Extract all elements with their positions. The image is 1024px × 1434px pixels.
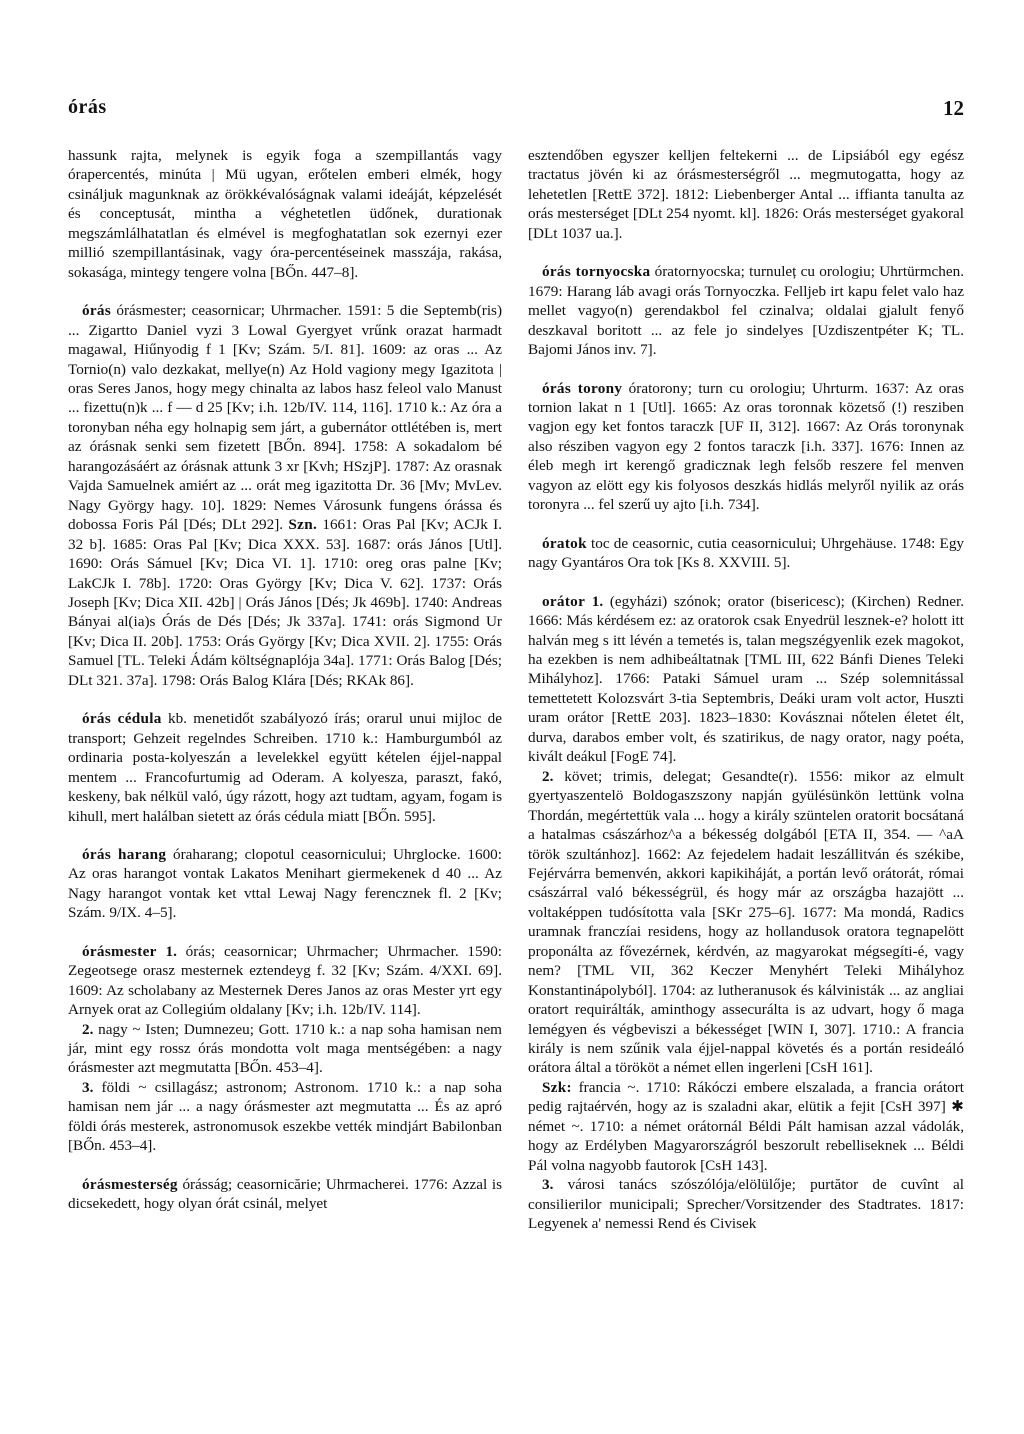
- entry-paragraph: [528, 592, 964, 767]
- entry-continuation: [528, 146, 964, 243]
- sense-number: 1.: [165, 942, 177, 960]
- entry-text: óraharang; clopotul ceasornicului; Uhrglocke. 1600: Az oras harangot vontak Lakatos Menihart giermekenek d 40 ... Az Nagy harangot vontak ket vttal Lewaj Nagy ferencznek fl. 2 [Kv; Szám. 9/IX. 4–5].: [68, 845, 502, 922]
- entry-paragraph: [528, 379, 964, 515]
- entry-oratok: [528, 534, 964, 573]
- sense-number: 3.: [542, 1176, 554, 1194]
- sense-number: 3.: [82, 1078, 94, 1096]
- sense-number: 1.: [591, 592, 604, 610]
- entry-orasmesterseg: [68, 1175, 502, 1214]
- entry-text: toc de ceasornic, cutia ceasornicului; Uhrgehäuse. 1748: Egy nagy Gyantáros Ora tok [Ks 8. XXVIII. 5].: [528, 534, 965, 572]
- left-column: [68, 146, 502, 1214]
- entry-text: óratorony; turn cu orologiu; Uhrturm. 1637: Az oras tornion lakat n 1 [Utl]. 1665: Az oras toronnak közetső (!) resziben vagjon egy ket fontos taraczk [UF II, 312]. 1667: Az Orás toronynak also résziben vagyon egy 2 fontos taraczk [i.h. 337]. 1676: Innen az éleb megh irt kerengő gradicznak legh felsőb reszere fel menven vagyon az elött egy kis folyosos deszkás hidlás melyről nyilik az orás toronyra ... fel szerű uy ajto [i.h. 734].: [528, 379, 964, 514]
- entry-text: hassunk rajta, melynek is egyik foga a szempillantás vagy órapercentés, minúta | Mü ugyan, erőtelen emberi elmék, hogy csináljuk magunknak az örökkévalóságnak valami ideáját, képzelését és conceptusát, mintha a véghetetlen üdőnek, durationak megszámlálhatatlan és elmével is megfoghatatlan sok ezernyi ezer millió szempillantásinak, vagy óra-percentéseinek masszája, rakása, sokasága, mintegy tengere volna [BŐn. 447–8].: [68, 147, 502, 281]
- sense-paragraph: [528, 1175, 964, 1233]
- entry-text: órás; ceasornicar; Uhrmacher; Uhrmacher. 1590: Zegeotsege orasz mesternek eztendeyg f. 32 [Kv; Szám. 4/XXI. 69]. 1609: Az scholabany az Mesternek Deres Janos az oras Mester yrt egy Arnyek orat az Collegiúm oldalany [Kv; i.h. 12b/IV. 114].: [68, 942, 503, 1019]
- entry-paragraph: [528, 262, 964, 359]
- headword: órás harang: [82, 845, 167, 863]
- entry-oras-torony: [528, 379, 964, 515]
- sense-text: nagy ~ Isten; Dumnezeu; Gott. 1710 k.: a nap soha hamisan nem jár, mint egy rossz órás mondotta volt maga mentségében: a nagy órásmester azt megmutatta [BŐn. 453–4].: [68, 1020, 503, 1077]
- sense-text: követ; trimis, delegat; Gesandte(r). 1556: mikor az elmult gyertyaszentelö Boldogaszszony napján gyülésünkön lettünk volna Thordán, megértettük vala ... hogy a király szüntelen oratorit bocsátaná a hatalmas császárhoz^a a békesség dolgából [ETA II, 354. — ^aA török szultánhoz]. 1662: Az fejedelem hadait leszállitván és székibe, Fejérvárra bemenvén, akkori kapikiháját, a portán levő orátorát, római császárral való békességrül, és hogy már az országba hazajött ... voltaképpen tudósította vala [SKr 275–6]. 1677: Ma mondá, Radics uramnak franczíai residens, hogy az hollandusok oratora tegnapelött proponálta az fővezérnek, kérdvén, az magyarokat mégsegíti-é, vagy nem? [TML VII, 362 Keczer Menyhért Teleki Mihályhoz Konstantinápolyból]. 1704: az lutheranusok és kálvinisták ... az angliai oratort requirálták, aminthogy assecurálta is az udvart, hogy ő maga lemégyen és végbeviszi a békességet [WIN I, 307]. 1710.: A francia király is nem szűnik vala éjjel-nappal követés és a portán resideáló orátora által a törököt a német ellen ingerleni [CsH 161].: [528, 767, 965, 1077]
- entry-text: órásmester; ceasornicar; Uhrmacher. 1591: 5 die Septemb(ris) ... Zigartto Daniel vyzi 3 Lowal Gyergyet vrűnk orazat harmadt magawal, Hiűnyodig f 1 [Kv; Szám. 5/I. 81]. 1609: az oras ... Az Tornio(n) valo dezkakat, mellye(n) Az Hold vagiony megy Igazitota | oras Seres Janos, hogy megy chinalta az labos hasz feleol valo Manust ... fizettu(n)k ... f — d 25 [Kv; i.h. 12b/IV. 114, 116]. 1710 k.: Az óra a toronyban néha egy holnapig sem járt, a gubernátor ottlétében is, mert az órásnak senki sem fizetett [BŐn. 894]. 1758: A sokadalom bé harangozásáért az órásnak attunk 3 xr [Kvh; HSzjP]. 1787: Az orasnak Vajda Samuelnek amiért az ... orát meg igazitotta Dr. 36 [Mv; MvLev. Nagy György hagy. 10]. 1829: Nemes Városunk fungens órássa és dobossa Foris Pál [Dés; DLt 292].: [68, 302, 503, 534]
- right-column: [528, 146, 964, 1234]
- sense-paragraph: [68, 1078, 502, 1156]
- page-number: 12: [943, 96, 964, 120]
- page-header: [68, 96, 964, 128]
- sense-paragraph: [68, 1020, 502, 1078]
- entry-text: óratornyocska; turnuleț cu orologiu; Uhrtürmchen. 1679: Harang láb avagi orás Tornyoczka. Felljeb irt kapu felet valo haz mellet vagyo(n) gerendakbol fel czinalva; oldalai gjalult fenyő deszkaval boritott ... az fele jo sindelyes [Uzdiszentpéter K; TL. Bajomi János inv. 7].: [528, 263, 965, 359]
- entry-paragraph: [528, 534, 964, 573]
- entry-orator: [528, 592, 964, 1234]
- entry-oras: [68, 301, 502, 690]
- entry-paragraph: [68, 709, 502, 826]
- sense-number: 2.: [542, 767, 554, 785]
- sense-text: földi ~ csillagász; astronom; Astronom. 1710 k.: a nap soha hamisan nem jár ... a nagy órásmester azt megmutatta ... És az apró földi órás mesterek, astronomusok eszekbe vették mindjárt Babilonban [BŐn. 453–4].: [68, 1078, 502, 1155]
- entry-text: órásság; ceasornicărie; Uhrmacherei. 1776: Azzal is dicsekedett, hogy olyan órát csinál, melyet: [68, 1175, 502, 1213]
- entry-text: (egyházi) szónok; orator (bisericesc); (Kirchen) Redner. 1666: Más kérdésem ez: az oratorok csak Enyedrül lesznek-e? holott itt halván meg s itt lévén a temetés is, talan megszégyenlik ezek magokot, ha ezekben is nem adhibeáltatnak [TML III, 622 Bánfi Dienes Teleki Mihályhoz]. 1766: Pataki Sámuel uram ... Szép solemnitással temettetett Kolozsvárt 3-tia Septembris, Deáki uram volt actor, Huszti uram orátor [RettE 203]. 1823–1830: Kovásznai nőtelen életet élt, durva, darabos ember volt, és szatirikus, de nagy orator, nagy poéta, kivált deákul [FogE 74].: [528, 592, 965, 766]
- entry-paragraph: [68, 301, 502, 690]
- entry-paragraph: [68, 1175, 502, 1214]
- sense-number: 2.: [82, 1020, 94, 1038]
- entry-oras-harang: [68, 845, 502, 923]
- headword: órás: [82, 302, 112, 320]
- entry-orasmester: [68, 942, 502, 1156]
- headword: óratok: [542, 534, 587, 552]
- entry-oras-tornyocska: [528, 262, 964, 359]
- headword: órásmesterség: [82, 1175, 178, 1193]
- szk-label: Szk:: [542, 1078, 572, 1096]
- headword: órásmester: [82, 942, 157, 960]
- sense-paragraph: [528, 767, 964, 1078]
- headword: órás cédula: [82, 710, 162, 728]
- szn-label: Szn.: [288, 516, 318, 534]
- entry-text: kb. menetidőt szabályozó írás; orarul unui mijloc de transport; Gehzeit regelndes Schreiben. 1710 k.: Hamburgumból az ordinaria posta-kolyeszán a levelekkel együtt kételen éjjel-nappal mentem ... Francofurtumig ad Oderam. A kolyesza, paraszt, fakó, keskeny, bak nélkül való, úgy rázott, hogy azt tudtam, agyam, fogam is kihull, mert halálban sietett az órás cédula miatt [BŐn. 595].: [68, 710, 502, 825]
- szk-text: francia ~. 1710: Rákóczi embere elszalada, a francia orátort pedig rajtaérvén, hogy az is szaladni akar, elütik a fejit [CsH 397] ✱ német ~. 1710: a német orátornál Béldi Pált hamisan azzal vádolák, hogy az Erdélyben Magyarországról beszorult rebelliseknek ... Béldi Pál volna nagyobb fautorok [CsH 143].: [528, 1078, 965, 1174]
- entry-oras-cedula: [68, 709, 502, 826]
- sense-text: városi tanács szószólója/elölülője; purtător de cuvînt al consilierilor municipali; Sprecher/Vorsitzender des Stadtrates. 1817: Legyenek a' nemessi Rend és Civisek: [528, 1176, 964, 1233]
- sense-paragraph: [528, 1078, 964, 1175]
- entry-paragraph: [68, 845, 502, 923]
- entry-paragraph: [68, 942, 502, 1020]
- entry-text: esztendőben egyszer kelljen feltekerni ... de Lipsiából egy egész tractatus jövén ki az órásmesterségről ... megmutogatta, hogy az lehetetlen [RettE 372]. 1812: Liebenberger Antal ... iffianta tanulta az orás mesterséget [DLt 254 nyomt. kl]. 1826: Orás mesterséget gyakoral [DLt 1037 ua.].: [528, 147, 964, 242]
- running-head: órás: [68, 96, 107, 118]
- entry-continuation: [68, 146, 502, 282]
- szn-text: 1661: Oras Pal [Kv; ACJk I. 32 b]. 1685: Oras Pal [Kv; Dica XXX. 53]. 1687: orás János [Utl]. 1690: Orás Sámuel [Kv; Dica VI. 1]. 1710: oreg oras palne [Kv; LakCJk I. 78b]. 1720: Oras György [Kv; Dica V. 62]. 1737: Orás Joseph [Kv; Dica XII. 42b] | Orás János [Dés; Jk 469b]. 1740: Andreas Bányai al(ia)s Órás de Dés [Dés; Jk 337a]. 1741: orás Sigmond Ur [Kv; Dica II. 20b]. 1753: Orás György [Kv; Dica XVII. 2]. 1755: Orás Samuel [TL. Teleki Ádám költségnaplója 34a]. 1771: Orás Balog [Dés; DLt 321. 37a]. 1798: Orás Balog Klára [Dés; RKAk 86].: [68, 516, 503, 689]
- headword: órás tornyocska: [542, 263, 651, 281]
- headword: orátor: [542, 592, 586, 610]
- headword: órás torony: [542, 379, 623, 397]
